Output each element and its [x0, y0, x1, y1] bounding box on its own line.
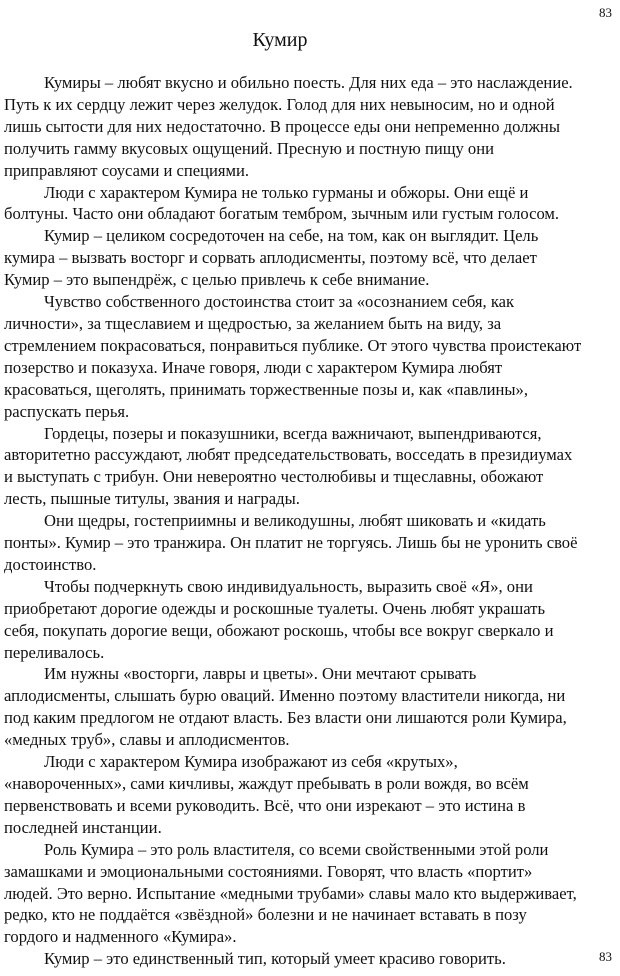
page-number-top: 83 — [599, 5, 612, 20]
paragraph: Кумиры – любят вкусно и обильно поесть. Для них еда – это наслаждение. Путь к их сердцу лежит через желудок. Голод для них невыносим, но и одной лишь сытости для них недостаточно. В процессе еды они непременно должны получить гамму вкусовых ощущений. Пресную и постную пищу они приправляют соусами и специями. — [4, 73, 573, 180]
body-text — [4, 72, 620, 970]
paragraph: Они щедры, гостеприимны и великодушны, любят шиковать и «кидать понты». Кумир – это транжира. Он платит не торгуясь. Лишь бы не уронить своё достоинство. — [4, 511, 578, 574]
paragraph: Люди с характером Кумира изображают из себя «крутых», «навороченных», сами кичливы, жаждут пребывать в роли вождя, во всём первенствовать и всеми руководить. Всё, что они изрекают – это истина в последней инстанции. — [4, 752, 529, 837]
page-title: Кумир — [252, 29, 308, 51]
paragraph: Им нужны «восторги, лавры и цветы». Они мечтают срывать аплодисменты, слышать бурю оваций. Именно поэтому властители никогда, ни под каким предлогом не отдают власть. Без власти они лишаются роли Кумира, «медных труб», славы и аплодисментов. — [4, 664, 567, 750]
paragraph: Гордецы, позеры и показушники, всегда важничают, выпендриваются, авторитетно рассуждают, любят председательствовать, восседать в президиумах и выступать с трибун. Они невероятно честолюбивы и тщеславны, обожают лесть, пышные титулы, звания и награды. — [4, 423, 573, 509]
paragraph: Роль Кумира – это роль властителя, со всеми свойственными этой роли замашками и эмоциональными состояниями. Говорят, что власть «портит» людей. Это верно. Испытание «медными трубами» славы мало кто выдерживает, редко, кто не поддаётся «звёздной» болезни и не начинает вставать в позу гордого и надменного «Кумира». — [4, 839, 577, 947]
page-number-bottom: 83 — [599, 949, 612, 964]
paragraph: Чувство собственного достоинства стоит за «осознанием себя, как личности», за тщеславием и щедростью, за желанием быть на виду, за стремлением покрасоваться, понравиться публике. От этого чувства проистекают позерство и показуха. Иначе говоря, люди с характером Кумира любят красоваться, щеголять, принимать торжественные позы и, как «павлины», распускать перья. — [4, 292, 582, 421]
paragraph: Кумир – целиком сосредоточен на себе, на том, как он выглядит. Цель кумира – вызвать восторг и сорвать аплодисменты, поэтому всё, что делает Кумир – это выпендрёж, с целью привлечь к себе внимание. — [4, 226, 539, 290]
paragraph: Люди с характером Кумира не только гурманы и обжоры. Они ещё и болтуны. Часто они обладают богатым тембром, зычным или густым голосом. — [4, 182, 560, 224]
paragraph: Чтобы подчеркнуть свою индивидуальность, выразить своё «Я», они приобретают дорогие одежды и роскошные туалеты. Очень любят украшать себя, покупать дорогие вещи, обожают роскошь, чтобы все вокруг сверкало и переливалось. — [4, 576, 554, 662]
paragraph: Кумир – это единственный тип, который умеет красиво говорить. — [44, 949, 506, 969]
